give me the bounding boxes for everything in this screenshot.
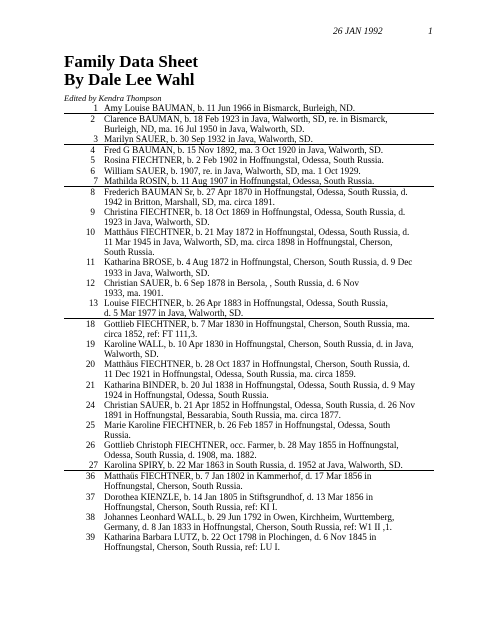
- editor-credit: Edited by Kendra Thompson: [64, 93, 162, 103]
- person-entry: [0, 359, 495, 379]
- person-entry: [0, 492, 495, 512]
- entry-text: [104, 207, 454, 227]
- entry-line: Hoffnungstal, Cherson, South Russia, ref: LU I.: [104, 542, 280, 553]
- entry-line: 1891 in Hoffnungstal, Bessarabia, South Russia, ma. circa 1877.: [104, 409, 341, 420]
- entry-line: Dorothea KIENZLE, b. 14 Jan 1805 in Stiftsgrundhof, d. 13 Mar 1856 in: [104, 491, 373, 502]
- entry-number: 27: [88, 460, 98, 471]
- person-entry: [0, 227, 495, 257]
- person-entry: [0, 512, 495, 532]
- entry-number: 2: [90, 114, 95, 125]
- entry-line: Louise FIECHTNER, b. 26 Apr 1883 in Hoffnungstal, Odessa, South Russia,: [104, 297, 388, 308]
- entry-line: 1933, ma. 1901.: [104, 287, 164, 298]
- entry-text: [104, 460, 454, 470]
- entry-text: [104, 471, 454, 491]
- entry-number: 37: [85, 491, 95, 502]
- entry-line: Walworth, SD.: [104, 349, 159, 360]
- entry-number: 11: [86, 257, 95, 268]
- entry-line: Johannes Leonhard WALL, b. 29 Jun 1792 in Owen, Kirchheim, Wurttemberg,: [104, 511, 395, 522]
- person-entry: [0, 257, 495, 277]
- entry-line: Katharina BINDER, b. 20 Jul 1838 in Hoffnungstal, Odessa, South Russia, d. 9 May: [104, 379, 415, 390]
- person-entry: [0, 339, 495, 359]
- entry-text: [104, 155, 454, 165]
- entry-line: 11 Dec 1921 in Hoffnungstal, Odessa, South Russia, ma. circa 1859.: [104, 369, 356, 380]
- entry-line: Odessa, South Russia, d. 1908, ma. 1882.: [104, 450, 257, 461]
- entry-line: Hoffnungstal, Cherson, South Russia.: [104, 481, 243, 492]
- entry-line: d. 5 Mar 1977 in Java, Walworth, SD.: [104, 307, 244, 318]
- entry-text: [104, 176, 454, 186]
- person-entry: [64, 103, 434, 114]
- document-title: Family Data Sheet: [64, 52, 199, 71]
- family-entry-list: [0, 103, 495, 552]
- entry-line: South Russia.: [104, 247, 155, 258]
- entry-line: Burleigh, ND, ma. 16 Jul 1950 in Java, Walworth, SD.: [104, 124, 305, 135]
- entry-line: Rosina FIECHTNER, b. 2 Feb 1902 in Hoffnungstal, Odessa, South Russia.: [104, 155, 384, 166]
- person-entry: [0, 155, 495, 165]
- entry-line: Christina FIECHTNER, b. 18 Oct 1869 in Hoffnungstal, Odessa, South Russia, d.: [104, 206, 406, 217]
- entry-line: Frederich BAUMAN Sr, b. 27 Apr 1870 in Hoffnungstal, Odessa, South Russia, d.: [104, 186, 408, 197]
- entry-number: 18: [85, 318, 95, 329]
- entry-line: Karoline WALL, b. 10 Apr 1830 in Hoffnungstal, Cherson, South Russia, d. in Java,: [104, 339, 414, 350]
- entry-text: [104, 257, 454, 277]
- entry-line: 1924 in Hoffnungstal, Odessa, South Russia.: [104, 389, 269, 400]
- person-entry: [0, 471, 495, 491]
- entry-number: 25: [85, 419, 95, 430]
- person-entry: [0, 420, 495, 440]
- header-date: 26 JAN 1992: [333, 27, 383, 37]
- page-number: 1: [428, 27, 433, 37]
- entry-line: Gottlieb Christoph FIECHTNER, occ. Farmer, b. 28 May 1855 in Hoffnungstal,: [104, 440, 399, 451]
- entry-text: [104, 440, 454, 460]
- entry-number: 13: [88, 297, 98, 308]
- person-entry: [0, 166, 495, 176]
- entry-text: [104, 134, 454, 144]
- entry-line: 1933 in Java, Walworth, SD.: [104, 267, 210, 278]
- person-entry: [64, 460, 434, 471]
- person-entry: [0, 207, 495, 227]
- entry-line: Marie Karoline FIECHTNER, b. 26 Feb 1857 in Hoffnungstal, Odessa, South: [104, 419, 391, 430]
- entry-line: Matthäus FIECHTNER, b. 21 May 1872 in Hoffnungstal, Odessa, South Russia, d.: [104, 227, 410, 238]
- entry-line: Christian SAUER, b. 21 Apr 1852 in Hoffnungstal, Odessa, South Russia, d. 26 Nov: [104, 399, 415, 410]
- entry-text: [104, 512, 454, 532]
- person-entry: [0, 319, 495, 339]
- person-entry: [0, 114, 495, 134]
- entry-text: [104, 187, 454, 207]
- person-entry: [0, 440, 495, 460]
- entry-text: [104, 114, 454, 134]
- entry-line: Clarence BAUMAN, b. 18 Feb 1923 in Java, Walworth, SD, re. in Bismarck,: [104, 114, 388, 125]
- entry-number: 5: [90, 155, 95, 166]
- entry-line: Katharina Barbara LUTZ, b. 22 Oct 1798 in Plochingen, d. 6 Nov 1845 in: [104, 531, 377, 542]
- entry-line: Matthäus FIECHTNER, b. 28 Oct 1837 in Hoffnungstal, Cherson, South Russia, d.: [104, 359, 410, 370]
- entry-line: Marilyn SAUER, b. 30 Sep 1932 in Java, Walworth, SD.: [104, 134, 313, 145]
- entry-line: Mathilda ROSIN, b. 11 Aug 1907 in Hoffnungstal, Odessa, South Russia.: [104, 175, 375, 186]
- entry-text: [104, 166, 454, 176]
- entry-line: Russia.: [104, 430, 131, 440]
- entry-line: 11 Mar 1945 in Java, Walworth, SD, ma. circa 1898 in Hoffnungstal, Cherson,: [104, 237, 393, 248]
- person-entry: [64, 176, 434, 187]
- entry-line: Amy Louise BAUMAN, b. 11 Jun 1966 in Bismarck, Burleigh, ND.: [104, 103, 356, 113]
- entry-line: Germany, d. 8 Jan 1833 in Hoffnungstal, Cherson, South Russia, ref: W1 II ,1.: [104, 521, 392, 532]
- entry-number: 36: [85, 471, 95, 482]
- entry-number: 4: [90, 145, 95, 156]
- entry-number: 7: [93, 175, 98, 186]
- entry-number: 3: [93, 134, 98, 145]
- person-entry: [0, 380, 495, 400]
- entry-number: 8: [90, 186, 95, 197]
- entry-line: Katharina BROSE, b. 4 Aug 1872 in Hoffnungstal, Cherson, South Russia, d. 9 Dec: [104, 257, 413, 268]
- entry-number: 10: [85, 227, 95, 238]
- entry-text: [104, 339, 454, 359]
- entry-number: 38: [85, 511, 95, 522]
- entry-text: [104, 492, 454, 512]
- entry-text: [104, 420, 454, 440]
- entry-line: Fred G BAUMAN, b. 15 Nov 1892, ma. 3 Oct 1920 in Java, Walworth, SD.: [104, 145, 384, 156]
- entry-number: 19: [85, 339, 95, 350]
- entry-text: [104, 359, 454, 379]
- entry-number: 20: [85, 359, 95, 370]
- person-entry: [0, 145, 495, 155]
- entry-number: 9: [90, 206, 95, 217]
- entry-line: Christian SAUER, b. 6 Sep 1878 in Bersola, , South Russia, d. 6 Nov: [104, 277, 359, 288]
- entry-text: [104, 380, 454, 400]
- entry-number: 12: [85, 277, 95, 288]
- entry-number: 6: [90, 165, 95, 176]
- entry-number: 1: [93, 103, 98, 113]
- entry-number: 24: [85, 399, 95, 410]
- entry-text: [104, 298, 454, 318]
- person-entry: [64, 298, 434, 319]
- entry-line: Hoffnungstal, Cherson, South Russia, ref: KI I.: [104, 501, 278, 512]
- person-entry: [64, 134, 434, 145]
- entry-text: [104, 145, 454, 155]
- entry-text: [104, 400, 454, 420]
- entry-line: circa 1852, ref: FT 111,3.: [104, 329, 198, 340]
- entry-line: Matthaüs FIECHTNER, b. 7 Jan 1802 in Kammerhof, d. 17 Mar 1856 in: [104, 471, 372, 482]
- entry-number: 39: [85, 531, 95, 542]
- person-entry: [0, 278, 495, 298]
- document-subtitle: By Dale Lee Wahl: [64, 70, 195, 89]
- entry-text: [104, 103, 454, 113]
- entry-number: 21: [85, 379, 95, 390]
- person-entry: [0, 187, 495, 207]
- entry-text: [104, 319, 454, 339]
- person-entry: [0, 532, 495, 552]
- person-entry: [0, 400, 495, 420]
- entry-line: William SAUER, b. 1907, re. in Java, Walworth, SD, ma. 1 Oct 1929.: [104, 165, 361, 176]
- entry-text: [104, 278, 454, 298]
- entry-line: Karolina SPIRY, b. 22 Mar 1863 in South Russia, d. 1952 at Java, Walworth, SD.: [104, 460, 403, 471]
- entry-line: Gottlieb FIECHTNER, b. 7 Mar 1830 in Hoffnungstal, Cherson, South Russia, ma.: [104, 318, 410, 329]
- entry-line: 1942 in Britton, Marshall, SD, ma. circa 1891.: [104, 196, 275, 207]
- entry-text: [104, 532, 454, 552]
- entry-number: 26: [85, 440, 95, 451]
- entry-text: [104, 227, 454, 257]
- entry-line: 1923 in Java, Walworth, SD.: [104, 217, 210, 228]
